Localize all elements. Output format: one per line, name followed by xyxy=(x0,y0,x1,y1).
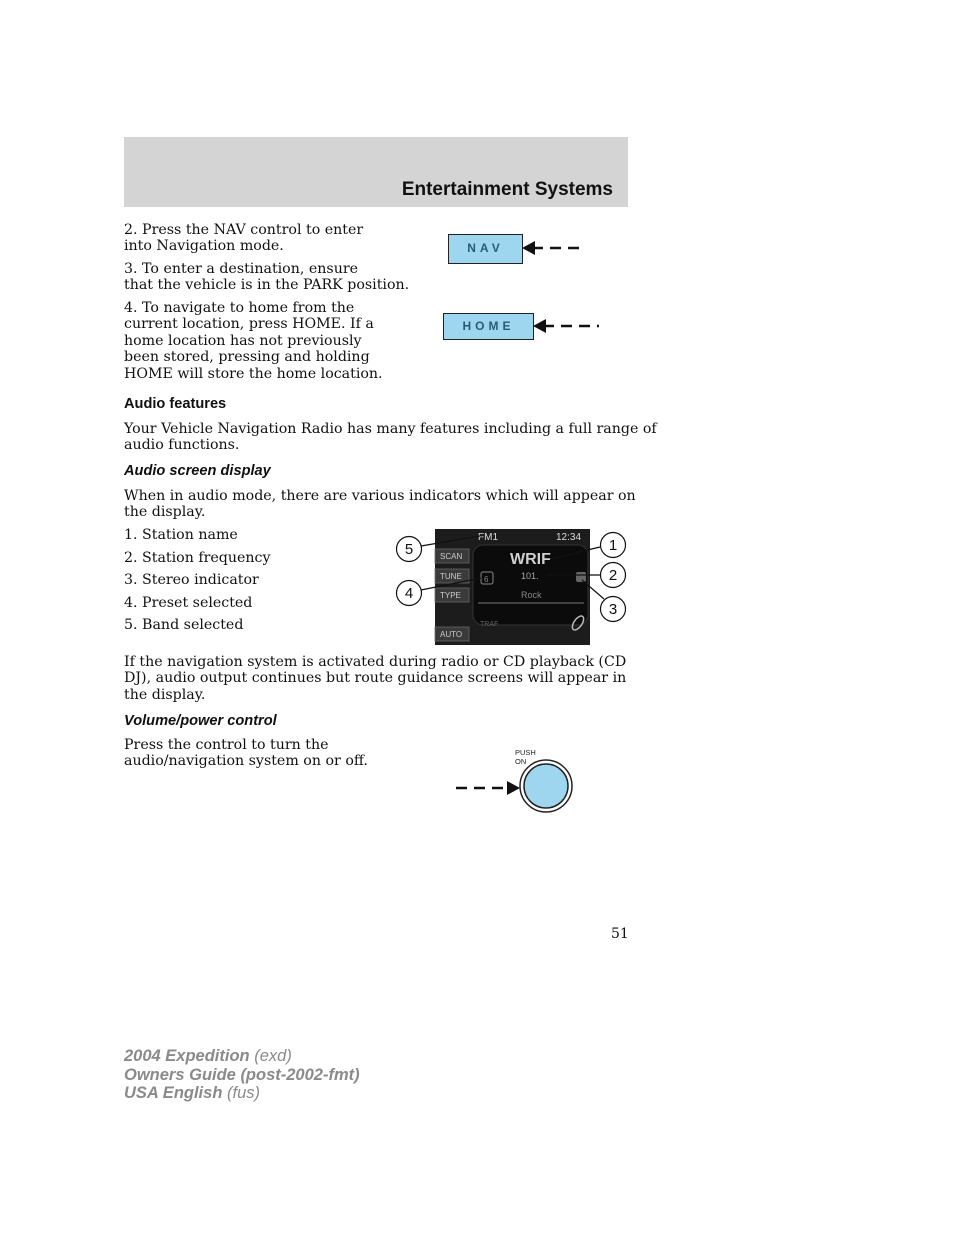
traffic-indicator: TRAF xyxy=(480,621,499,628)
home-button-illustration: HOME xyxy=(443,313,534,340)
band-indicator: FM1 xyxy=(478,532,498,543)
step-4: 4. To navigate to home from the current location, press HOME. If a home location has not previously been stored, pressing and holding HOME will store the home location. xyxy=(124,300,383,382)
knob-label-push: PUSH xyxy=(515,748,536,757)
step-2: 2. Press the NAV control to enter into Navigation mode. xyxy=(124,222,364,255)
svg-text:5: 5 xyxy=(404,541,414,558)
svg-text:3: 3 xyxy=(608,601,618,618)
station-name: WRIF xyxy=(510,551,551,568)
softkey-tune: TUNE xyxy=(440,572,462,581)
softkey-auto: AUTO xyxy=(440,630,463,639)
nav-arrow-icon xyxy=(522,240,592,256)
step-3: 3. To enter a destination, ensure that the vehicle is in the PARK position. xyxy=(124,261,410,294)
audio-screen-heading: Audio screen display xyxy=(124,463,271,479)
section-title: Entertainment Systems xyxy=(401,179,613,200)
home-arrow-icon xyxy=(533,318,603,334)
list-item: 1. Station name xyxy=(124,527,238,543)
navigation-note: If the navigation system is activated during radio or CD playback (CD DJ), audio output continues but route guidance screens will appear in the display. xyxy=(124,654,627,703)
section-header-band xyxy=(124,137,628,207)
nav-button-illustration: NAV xyxy=(448,234,523,264)
list-item: 2. Station frequency xyxy=(124,549,271,566)
svg-text:4: 4 xyxy=(404,585,414,602)
list-item: 3. Stereo indicator xyxy=(124,572,259,589)
softkey-type: TYPE xyxy=(440,591,461,600)
power-knob-icon xyxy=(524,764,568,808)
stereo-indicator xyxy=(576,572,586,582)
audio-screen-text: When in audio mode, there are various indicators which will appear on the display. xyxy=(124,488,636,521)
page-number: 51 xyxy=(611,926,629,942)
list-item: 5. Band selected xyxy=(124,617,244,634)
audio-features-text: Your Vehicle Navigation Radio has many features including a full range of audio functions. xyxy=(124,421,657,454)
station-frequency: 101. xyxy=(521,571,539,581)
document-footer: 2004 Expedition (exd) Owners Guide (post-2002-fmt) USA English (fus) xyxy=(124,1047,360,1102)
softkey-scan: SCAN xyxy=(440,552,463,561)
svg-text:2: 2 xyxy=(608,567,618,584)
volume-heading: Volume/power control xyxy=(124,713,277,729)
clock-display: 12:34 xyxy=(556,532,582,543)
audio-features-heading: Audio features xyxy=(124,396,227,412)
svg-text:1: 1 xyxy=(608,537,618,554)
radio-display-illustration xyxy=(390,527,630,647)
indicator-list xyxy=(124,527,271,640)
genre-label: Rock xyxy=(521,590,542,600)
list-item: 4. Preset selected xyxy=(124,594,253,611)
power-knob-illustration xyxy=(452,746,582,818)
knob-label-on: ON xyxy=(515,757,527,766)
volume-text: Press the control to turn the audio/navigation system on or off. xyxy=(124,737,368,770)
svg-text:6: 6 xyxy=(484,575,489,584)
